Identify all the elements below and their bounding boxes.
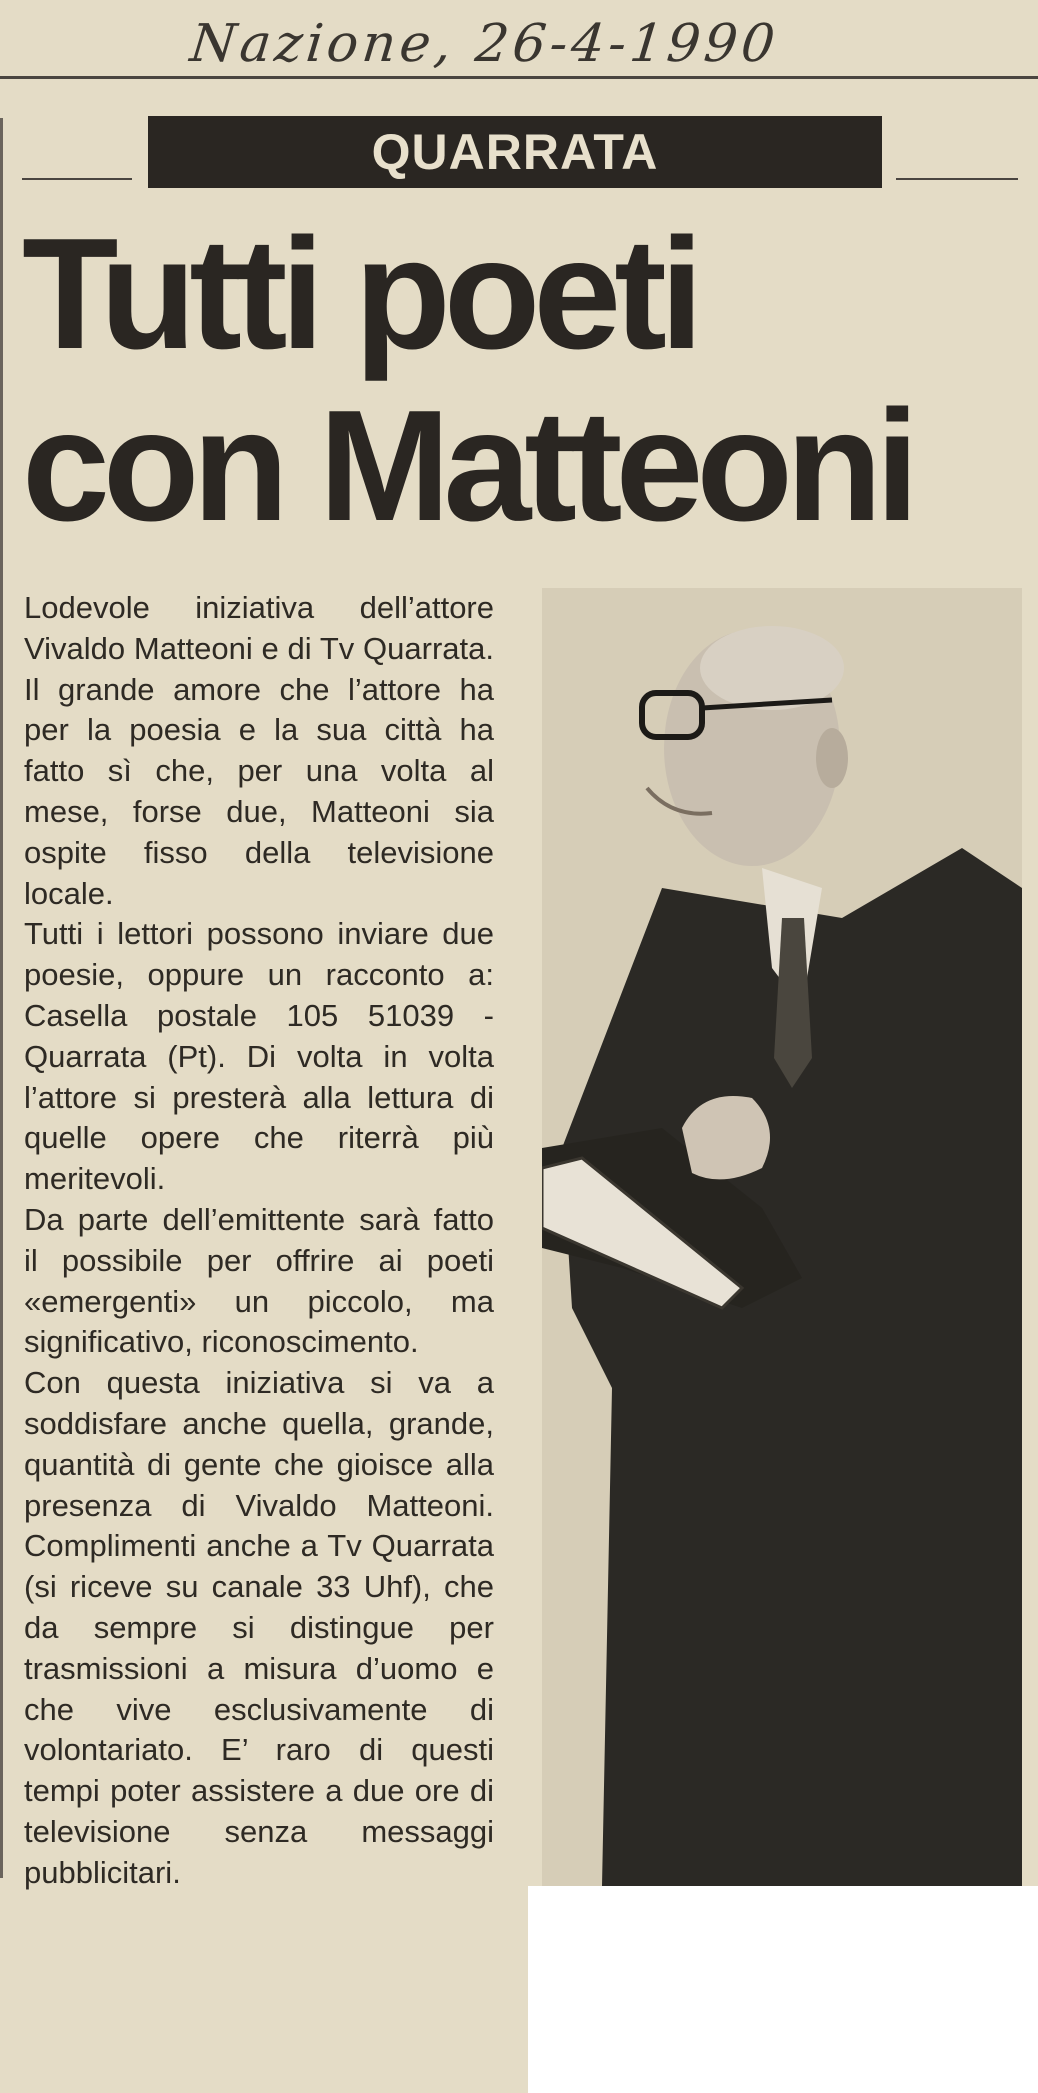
photo-actor-reading bbox=[542, 588, 1022, 1886]
clipping-top-rule bbox=[0, 76, 1038, 79]
headline-line-2: con Matteoni bbox=[22, 378, 913, 554]
article-body bbox=[24, 588, 494, 1894]
paragraph-4: Con questa iniziativa si va a soddisfare anche quella, grande, quantità di gente che gioisce alla presenza di Vivaldo Matteoni. Complimenti anche a Tv Quarrata (si riceve su canale 33 Uhf), che da sempre si distingue per trasmissioni a misura d’uomo e che vive esclusivamente di volontariato. E’ raro di questi tempi poter assistere a due ore di televisione senza messaggi pubblicitari. bbox=[24, 1365, 494, 1890]
paragraph-2: Tutti i lettori possono inviare due poesie, oppure un racconto a: Casella postale 105 51039 - Quarrata (Pt). Di volta in volta l’attore si presterà alla lettura di quelle opere che riterrà più meritevoli. bbox=[24, 916, 494, 1197]
clipping-left-rule bbox=[0, 118, 3, 1878]
kicker-rule-right bbox=[896, 178, 1018, 180]
blank-corner bbox=[528, 1886, 1038, 2093]
handwritten-note: Nazione, 26-4-1990 bbox=[187, 14, 782, 74]
section-kicker: QUARRATA bbox=[148, 116, 882, 188]
headline-line-1: Tutti poeti bbox=[22, 206, 697, 382]
kicker-rule-left bbox=[22, 178, 132, 180]
photo-illustration bbox=[542, 588, 1022, 1886]
paragraph-3: Da parte dell’emittente sarà fatto il possibile per offrire ai poeti «emergenti» un piccolo, ma significativo, riconoscimento. bbox=[24, 1201, 494, 1360]
headline bbox=[22, 208, 1022, 552]
paragraph-1: Lodevole iniziativa dell’attore Vivaldo Matteoni e di Tv Quarrata. Il grande amore che l’attore ha per la poesia e la sua città ha fatto sì che, per una volta al mese, forse due, Matteoni sia ospite fisso della televisione locale. bbox=[24, 590, 494, 911]
